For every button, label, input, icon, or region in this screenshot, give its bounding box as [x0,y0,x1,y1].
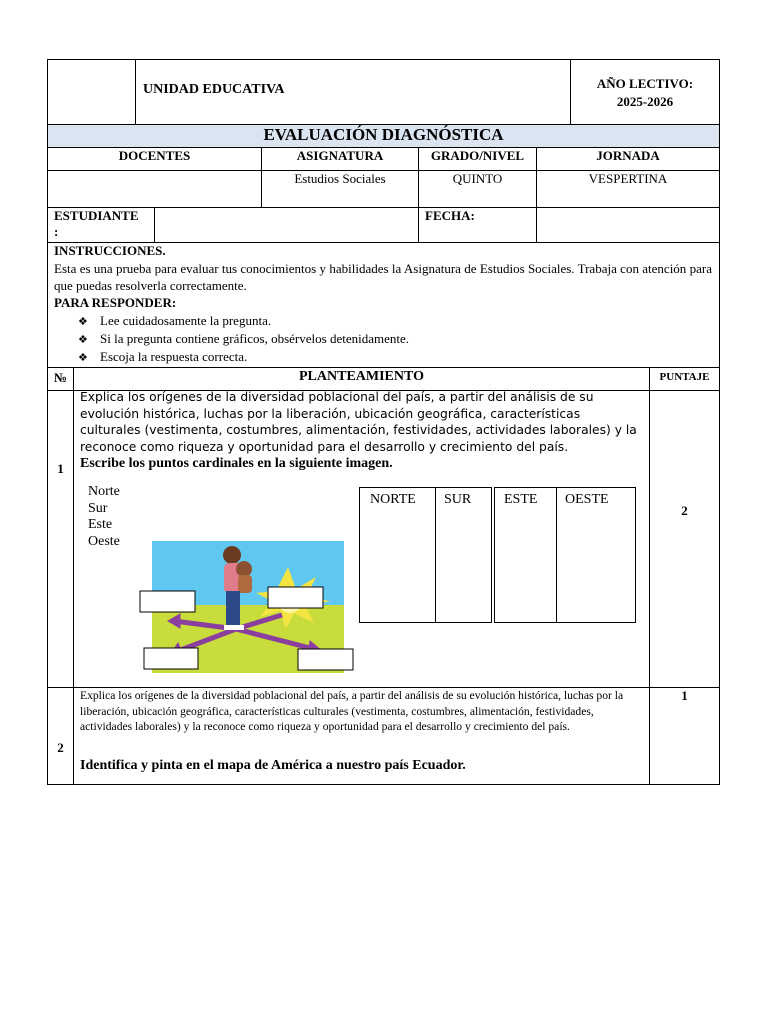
answer-header: ESTE [504,492,538,507]
instructions-text: Esta es una prueba para evaluar tus conocimientos y habilidades la Asignatura de Estudios Sociales. Trabaja con atención para que puedas resolverla correctamente. [54,261,712,293]
score-header: PUNTAJE [659,371,710,383]
score-header-cell [649,367,720,391]
diamond-bullet-icon: ❖ [78,316,88,328]
school-cell [135,59,571,125]
year-cell [570,59,720,125]
docentes-value-cell[interactable] [47,170,262,208]
answer-column-este[interactable] [494,487,557,623]
q1-score: 2 [681,503,688,518]
q1-task: Escribe los puntos cardinales en la siguiente imagen. [80,456,393,471]
school-name: UNIDAD EDUCATIVA [143,82,285,97]
jornada-value: VESPERTINA [588,171,668,186]
num-header: № [53,370,68,385]
title-band [47,124,720,148]
student-label: ESTUDIANTE [54,208,139,223]
statement-header: PLANTEAMIENTO [299,369,424,384]
bullet-text: Escoja la respuesta correcta. [100,349,248,364]
q2-statement: Explica los orígenes de la diversidad poblacional del país, a partir del análisis de su evolución histórica, luchas por la liberación, ubicación geográfica, características culturales (vestimenta, costumbres, alimentación, festividades, actividades laborales) y la reconoce como riqueza y oportunidad para el desarrollo y crecimiento del país. [80,689,624,734]
year-value: 2025-2026 [616,94,674,109]
bullet-item [78,313,271,329]
cardinal-points-illustration [138,537,358,681]
q2-num: 2 [57,740,64,755]
q1-num-cell [47,390,74,688]
answer-label-box-southwest[interactable] [144,648,198,669]
student-name-field[interactable] [154,207,419,243]
q2-task: Identifica y pinta en el mapa de América a nuestro país Ecuador. [80,758,466,773]
q2-score: 1 [681,688,688,703]
jornada-header-cell [536,147,720,171]
statement-header-cell [73,367,650,391]
word-bank-item: Norte [88,484,120,499]
asignatura-header: ASIGNATURA [296,148,384,163]
grado-header: GRADO/NIVEL [430,148,525,163]
date-field[interactable] [536,207,720,243]
docentes-header-cell [47,147,262,171]
answer-label-box-southeast[interactable] [298,649,353,670]
answer-label-box-east[interactable] [268,587,323,608]
bullet-text: Lee cuidadosamente la pregunta. [100,313,272,328]
answer-header: SUR [444,492,472,507]
bullet-item [78,349,247,365]
grado-value: QUINTO [452,171,503,186]
q1-statement-cell [73,390,650,688]
grado-value-cell [418,170,537,208]
answer-column-norte[interactable] [359,487,436,623]
logo-cell [47,59,136,125]
diamond-bullet-icon: ❖ [78,334,88,346]
student-label-colon: : [54,224,59,239]
answer-column-sur[interactable] [435,487,492,623]
bullet-text: Si la pregunta contiene gráficos, obsérvelos detenidamente. [100,331,410,346]
jornada-header: JORNADA [596,148,660,163]
num-header-cell [47,367,74,391]
answer-header: NORTE [370,492,416,507]
asignatura-value-cell [261,170,419,208]
instructions-heading: INSTRUCCIONES. [54,243,166,258]
q1-num: 1 [57,461,64,476]
jornada-value-cell [536,170,720,208]
word-bank-item: Sur [88,501,108,516]
year-label: AÑO LECTIVO: [596,76,694,91]
date-label: FECHA: [425,208,475,223]
grado-header-cell [418,147,537,171]
docentes-header: DOCENTES [118,148,191,163]
asignatura-header-cell [261,147,419,171]
q1-score-cell [649,390,720,688]
q2-statement-cell [73,687,650,785]
date-label-cell [418,207,537,243]
answer-column-oeste[interactable] [556,487,636,623]
bullet-item [78,331,409,347]
student-label-cell [47,207,155,243]
asignatura-value: Estudios Sociales [294,171,386,186]
answer-label-box-west[interactable] [140,591,195,612]
q2-num-cell [47,687,74,785]
q2-score-cell [649,687,720,785]
diamond-bullet-icon: ❖ [78,352,88,364]
page-title: EVALUACIÓN DIAGNÓSTICA [263,125,504,144]
instructions-cell [47,242,720,368]
respond-heading: PARA RESPONDER: [54,295,177,310]
word-bank-item: Este [88,517,113,532]
word-bank-item: Oeste [88,534,120,549]
answer-header: OESTE [565,492,609,507]
q1-statement: Explica los orígenes de la diversidad poblacional del país, a partir del análisis de su evolución histórica, luchas por la liberación, ubicación geográfica, características culturales (vestimenta, costumbres, alimentación, festividades, actividades laborales) y la reconoce como riqueza y oportunidad para el desarrollo y crecimiento del país. [80,390,637,454]
